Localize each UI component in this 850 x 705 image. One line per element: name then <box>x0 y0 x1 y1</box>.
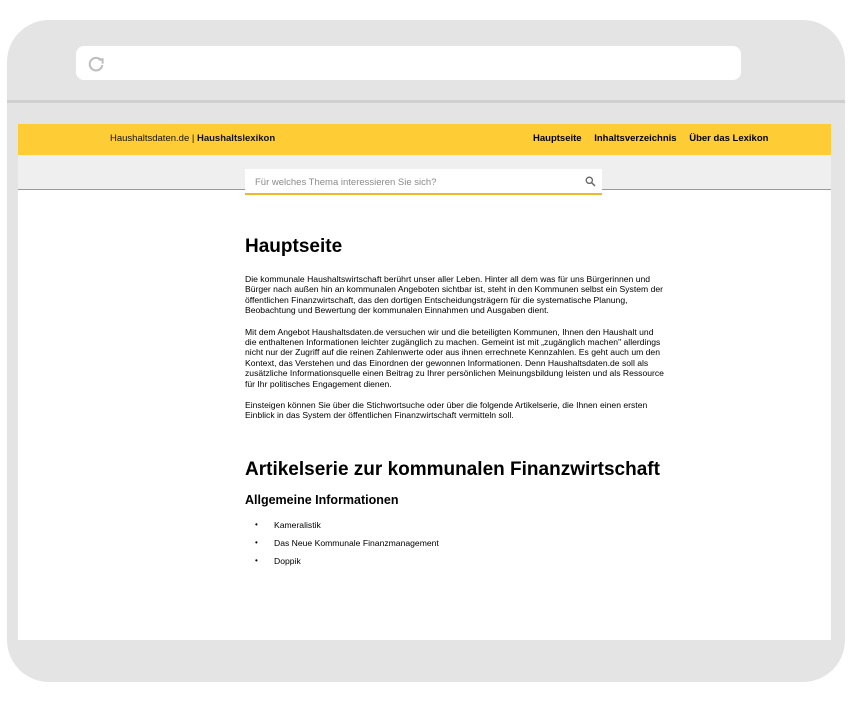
search-input[interactable] <box>253 172 577 192</box>
intro-paragraph: Die kommunale Haushaltswirtschaft berührt unser aller Leben. Hinter all dem was für uns Bürgerinnen und Bürger nach außen hin an kommunalen Angeboten sichtbar ist, steht in den Kommunen selbst ein System der öffentlichen Finanzwirtschaft, das den dortigen Entscheidungsträgern für die systematische Planung, Beobachtung und Bewertung der kommunalen Einnahmen und Ausgaben dient. <box>245 274 663 316</box>
topic-link-nkf[interactable]: • Das Neue Kommunale Finanzmanagement <box>245 534 665 552</box>
nav-link-ueber-das-lexikon[interactable]: Über das Lexikon <box>689 133 769 144</box>
nav-link-inhaltsverzeichnis[interactable]: Inhaltsverzeichnis <box>594 133 677 144</box>
site-brand[interactable] <box>110 133 275 144</box>
toolbar-divider <box>7 100 845 103</box>
topic-list <box>245 516 665 570</box>
page-title: Hauptseite <box>245 236 343 257</box>
address-bar[interactable] <box>76 46 741 80</box>
top-navbar <box>18 124 831 155</box>
search-box <box>245 169 602 195</box>
site-name[interactable]: Haushaltsdaten.de | <box>110 133 197 144</box>
reload-icon[interactable] <box>86 54 106 74</box>
nav-link-hauptseite[interactable]: Hauptseite <box>533 133 582 144</box>
main-content <box>245 236 665 570</box>
search-icon[interactable] <box>585 176 596 187</box>
topic-link-kameralistik[interactable]: • Kameralistik <box>245 516 665 534</box>
series-title: Artikelserie zur kommunalen Finanzwirtschaft <box>245 458 660 480</box>
section-name[interactable]: Haushaltslexikon <box>196 133 276 144</box>
main-nav <box>533 133 778 144</box>
intro-paragraph: Mit dem Angebot Haushaltsdaten.de versuchen wir und die beteiligten Kommunen, Ihnen den Haushalt und die enthaltenen Informationen leichter zugänglich zu machen. Gemeint ist mit „zugänglich machen" allerdings nicht nur der Zugriff auf die reinen Zahlenwerte oder aus ihnen errechnete Kennzahlen. Es geht auch um den Kontext, das Verstehen und das Einordnen der gewonnen Informationen. Denn Haushaltsdaten.de soll als zusätzliche Informationsquelle einen Beitrag zu Ihrer persönlichen Meinungsbildung leisten und als Ressource für Ihr politisches Engagement dienen. <box>245 326 664 389</box>
search-band <box>18 155 831 190</box>
topic-link-doppik[interactable]: • Doppik <box>245 552 665 570</box>
intro-paragraph: Einsteigen können Sie über die Stichwortsuche oder über die folgende Artikelserie, die Ihnen einen ersten Einblick in das System der öffentlichen Finanzwirtschaft vermitteln soll. <box>245 400 648 421</box>
web-page <box>18 124 831 640</box>
subsection-title: Allgemeine Informationen <box>245 492 399 507</box>
